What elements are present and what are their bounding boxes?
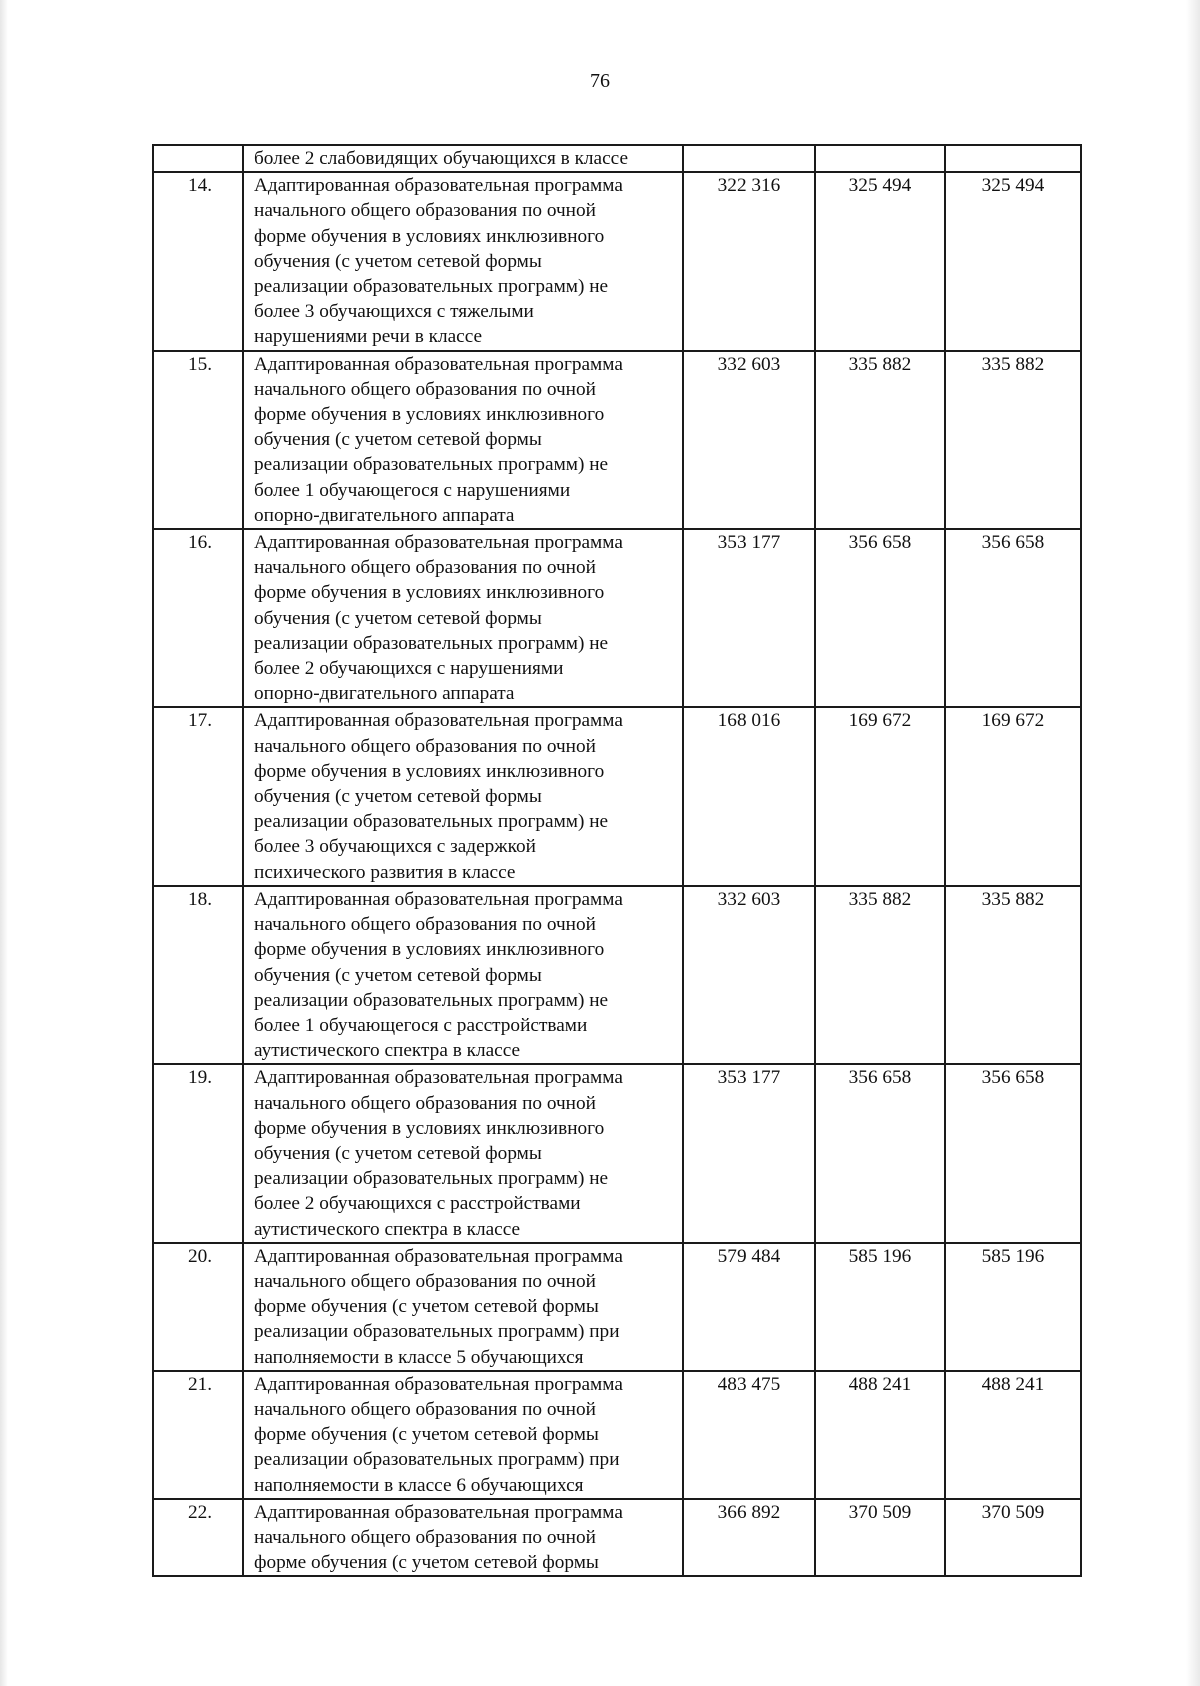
value-col-2 [815, 886, 945, 1064]
program-description-text: Адаптированная образовательная программа начального общего образования по очной форме обучения в условиях инклюзивного обучения (с учетом сетевой формы реализации образовательных программ) не более 1 обучающегося с нарушениями опорно-двигательного аппарата [254, 353, 623, 526]
row-number-text: 18. [188, 888, 213, 910]
program-description-text: Адаптированная образовательная программа начального общего образования по очной форме обучения в условиях инклюзивного обучения (с учетом сетевой формы реализации образовательных программ) не более 2 обучающихся с расстройствами аутистического спектра в классе [254, 1067, 623, 1240]
value-col-1-text: 366 892 [717, 1501, 781, 1523]
program-description-text: Адаптированная образовательная программа начального общего образования по очной форме обучения (с учетом сетевой формы реализации образовательных программ) при наполняемости в классе 6 обучающихся [254, 1373, 623, 1496]
value-col-3-text: 356 658 [981, 1067, 1045, 1089]
value-col-2-text: 335 882 [848, 888, 912, 910]
value-col-1-text: 353 177 [717, 1067, 781, 1089]
row-number-text: 20. [188, 1245, 213, 1267]
value-col-1 [683, 1499, 815, 1577]
value-col-2 [815, 351, 945, 529]
value-col-3-text: 335 882 [981, 353, 1045, 375]
table-row [153, 351, 1081, 529]
row-number [153, 529, 243, 707]
value-col-3-text: 325 494 [981, 175, 1045, 197]
program-description-text: Адаптированная образовательная программа начального общего образования по очной форме обучения в условиях инклюзивного обучения (с учетом сетевой формы реализации образовательных программ) не более 3 обучающихся с тяжелыми нарушениями речи в классе [254, 175, 623, 348]
row-number [153, 1064, 243, 1242]
row-number [153, 1371, 243, 1499]
value-col-1 [683, 1371, 815, 1499]
program-description [243, 1243, 683, 1371]
program-description-text: Адаптированная образовательная программа начального общего образования по очной форме обучения в условиях инклюзивного обучения (с учетом сетевой формы реализации образовательных программ) не более 1 обучающегося с расстройствами аутистического спектра в классе [254, 888, 623, 1062]
value-col-1 [683, 707, 815, 885]
value-col-3 [945, 1064, 1081, 1242]
row-number [153, 1243, 243, 1371]
table-row [153, 172, 1081, 350]
value-col-3-text: 585 196 [981, 1245, 1045, 1267]
value-col-2 [815, 707, 945, 885]
value-col-3 [945, 529, 1081, 707]
row-number-text: 19. [188, 1067, 213, 1089]
value-col-3 [945, 1243, 1081, 1371]
value-col-1-text: 322 316 [717, 175, 781, 197]
value-col-2-text: 488 241 [848, 1373, 912, 1395]
value-col-3-text: 335 882 [981, 888, 1045, 910]
value-col-2-text: 356 658 [848, 532, 912, 554]
program-description [243, 1064, 683, 1242]
value-col-1-text: 332 603 [717, 888, 781, 910]
row-number [153, 351, 243, 529]
row-number [153, 145, 243, 172]
table-row [153, 707, 1081, 885]
value-col-2 [815, 1243, 945, 1371]
value-col-1 [683, 351, 815, 529]
row-number-text: 21. [188, 1373, 213, 1395]
program-description [243, 351, 683, 529]
row-number-text: 16. [188, 532, 213, 554]
value-col-1-text: 579 484 [717, 1245, 781, 1267]
value-col-2-text: 356 658 [848, 1067, 912, 1089]
value-col-1 [683, 145, 815, 172]
program-description [243, 1499, 683, 1577]
value-col-3 [945, 886, 1081, 1064]
program-description [243, 172, 683, 350]
value-col-2 [815, 1064, 945, 1242]
table-row [153, 145, 1081, 172]
program-description-text: более 2 слабовидящих обучающихся в классе [254, 148, 629, 169]
value-col-1-text: 332 603 [717, 353, 781, 375]
row-number [153, 707, 243, 885]
value-col-3-text: 488 241 [981, 1373, 1045, 1395]
program-description [243, 145, 683, 172]
program-description-text: Адаптированная образовательная программа начального общего образования по очной форме обучения в условиях инклюзивного обучения (с учетом сетевой формы реализации образовательных программ) не более 2 обучающихся с нарушениями опорно-двигательного аппарата [254, 532, 623, 705]
value-col-3 [945, 707, 1081, 885]
value-col-1-text: 483 475 [717, 1373, 781, 1395]
row-number [153, 1499, 243, 1577]
table-row [153, 529, 1081, 707]
value-col-3-text: 356 658 [981, 532, 1045, 554]
program-description-text: Адаптированная образовательная программа начального общего образования по очной форме обучения (с учетом сетевой формы [254, 1501, 623, 1574]
value-col-1-text: 168 016 [717, 710, 781, 732]
value-col-2 [815, 1499, 945, 1577]
cost-table [152, 144, 1082, 1577]
value-col-1 [683, 529, 815, 707]
row-number [153, 886, 243, 1064]
table-row [153, 1064, 1081, 1242]
value-col-1 [683, 172, 815, 350]
value-col-3-text: 370 509 [981, 1501, 1045, 1523]
program-description [243, 886, 683, 1064]
value-col-2-text: 585 196 [848, 1245, 912, 1267]
value-col-2 [815, 172, 945, 350]
table-row [153, 1371, 1081, 1499]
program-description-text: Адаптированная образовательная программа начального общего образования по очной форме обучения в условиях инклюзивного обучения (с учетом сетевой формы реализации образовательных программ) не более 3 обучающихся с задержкой психического развития в классе [254, 710, 623, 883]
value-col-2-text: 325 494 [848, 175, 912, 197]
value-col-1 [683, 1243, 815, 1371]
program-description [243, 707, 683, 885]
value-col-2 [815, 1371, 945, 1499]
scan-edge-left [0, 0, 8, 1686]
row-number-text: 22. [188, 1501, 213, 1523]
value-col-2 [815, 145, 945, 172]
value-col-2-text: 370 509 [848, 1501, 912, 1523]
program-description [243, 1371, 683, 1499]
row-number-text: 17. [188, 710, 213, 732]
value-col-1-text: 353 177 [717, 532, 781, 554]
table-row [153, 886, 1081, 1064]
table-body [153, 145, 1081, 1576]
value-col-3 [945, 1499, 1081, 1577]
program-description-text: Адаптированная образовательная программа начального общего образования по очной форме обучения (с учетом сетевой формы реализации образовательных программ) при наполняемости в классе 5 обучающихся [254, 1245, 623, 1368]
value-col-2-text: 335 882 [848, 353, 912, 375]
value-col-3 [945, 1371, 1081, 1499]
row-number-text: 15. [188, 353, 213, 375]
scan-edge-right [1186, 0, 1200, 1686]
value-col-2 [815, 529, 945, 707]
value-col-3 [945, 172, 1081, 350]
table-row [153, 1243, 1081, 1371]
value-col-2-text: 169 672 [848, 710, 912, 732]
value-col-3 [945, 145, 1081, 172]
value-col-1 [683, 886, 815, 1064]
program-description [243, 529, 683, 707]
value-col-1 [683, 1064, 815, 1242]
row-number [153, 172, 243, 350]
table-row [153, 1499, 1081, 1577]
value-col-3 [945, 351, 1081, 529]
row-number-text: 14. [188, 175, 213, 197]
value-col-3-text: 169 672 [981, 710, 1045, 732]
page-number: 76 [590, 70, 610, 92]
